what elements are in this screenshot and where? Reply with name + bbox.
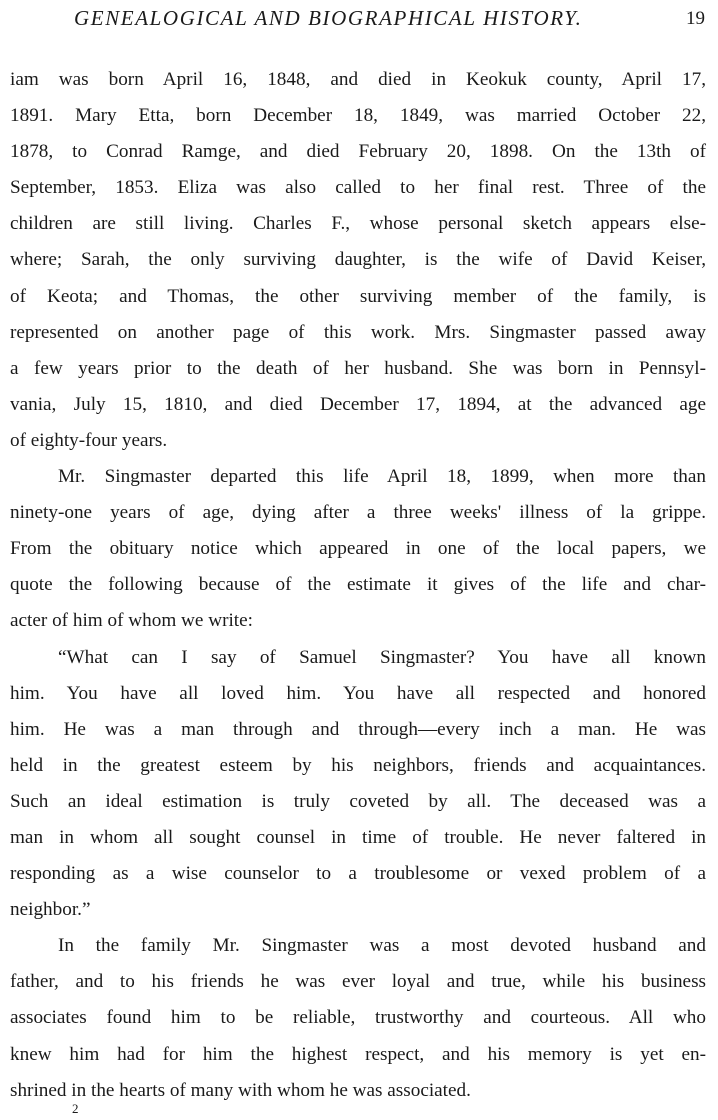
text-line: In the family Mr. Singmaster was a most devoted husband and — [58, 935, 706, 957]
text-line: Mr. Singmaster departed this life April 18, 1899, when more than — [58, 466, 706, 488]
paragraph-4 — [10, 928, 706, 1108]
text-line: associates found him to be reliable, trustworthy and courteous. All who — [10, 1007, 706, 1029]
text-line: acter of him of whom we write: — [10, 610, 253, 632]
text-line: From the obituary notice which appeared in one of the local papers, we — [10, 538, 706, 560]
text-line: held in the greatest esteem by his neighbors, friends and acquaintances. — [10, 754, 706, 776]
text-line: father, and to his friends he was ever loyal and true, while his business — [10, 971, 706, 993]
text-line: quote the following because of the estimate it gives of the life and char- — [10, 574, 706, 596]
text-line: iam was born April 16, 1848, and died in Keokuk county, April 17, — [10, 69, 706, 90]
text-line: shrined in the hearts of many with whom he was associated. — [10, 1079, 471, 1101]
text-line: neighbor.” — [10, 899, 91, 921]
page-number: 19 — [686, 8, 705, 29]
text-line: September, 1853. Eliza was also called to her final rest. Three of the — [10, 177, 706, 199]
text-line: 1891. Mary Etta, born December 18, 1849, was married October 22, — [10, 105, 706, 127]
text-line: children are still living. Charles F., whose personal sketch appears else- — [10, 213, 706, 235]
text-line: of eighty-four years. — [10, 429, 168, 451]
text-line: ninety-one years of age, dying after a three weeks' illness of la grippe. — [10, 502, 706, 524]
body-text — [10, 62, 706, 1109]
running-head-title: GENEALOGICAL AND BIOGRAPHICAL HISTORY. — [74, 6, 583, 30]
text-line: Such an ideal estimation is truly coveted by all. The deceased was a — [10, 790, 706, 812]
text-line: of Keota; and Thomas, the other surviving member of the family, is — [10, 285, 706, 307]
text-line: him. He was a man through and through—every inch a man. He was — [10, 718, 706, 740]
paragraph-1 — [10, 62, 706, 459]
running-head — [0, 6, 718, 36]
text-line: vania, July 15, 1810, and died December 17, 1894, at the advanced age — [10, 393, 706, 415]
text-line: a few years prior to the death of her husband. She was born in Pennsyl- — [10, 357, 706, 379]
paragraph-2 — [10, 459, 706, 639]
text-line: where; Sarah, the only surviving daughter, is the wife of David Keiser, — [10, 249, 706, 271]
signature-mark: 2 — [72, 1101, 79, 1116]
paragraph-3-quotation — [10, 640, 706, 929]
text-line: him. You have all loved him. You have all respected and honored — [10, 682, 706, 704]
text-line: knew him had for him the highest respect, and his memory is yet en- — [10, 1043, 706, 1065]
text-line: “What can I say of Samuel Singmaster? You have all known — [58, 646, 706, 668]
text-line: represented on another page of this work. Mrs. Singmaster passed away — [10, 321, 706, 343]
text-line: 1878, to Conrad Ramge, and died February 20, 1898. On the 13th of — [10, 141, 706, 163]
text-line: responding as a wise counselor to a troublesome or vexed problem of a — [10, 863, 706, 885]
text-line: man in whom all sought counsel in time of trouble. He never faltered in — [10, 826, 706, 848]
